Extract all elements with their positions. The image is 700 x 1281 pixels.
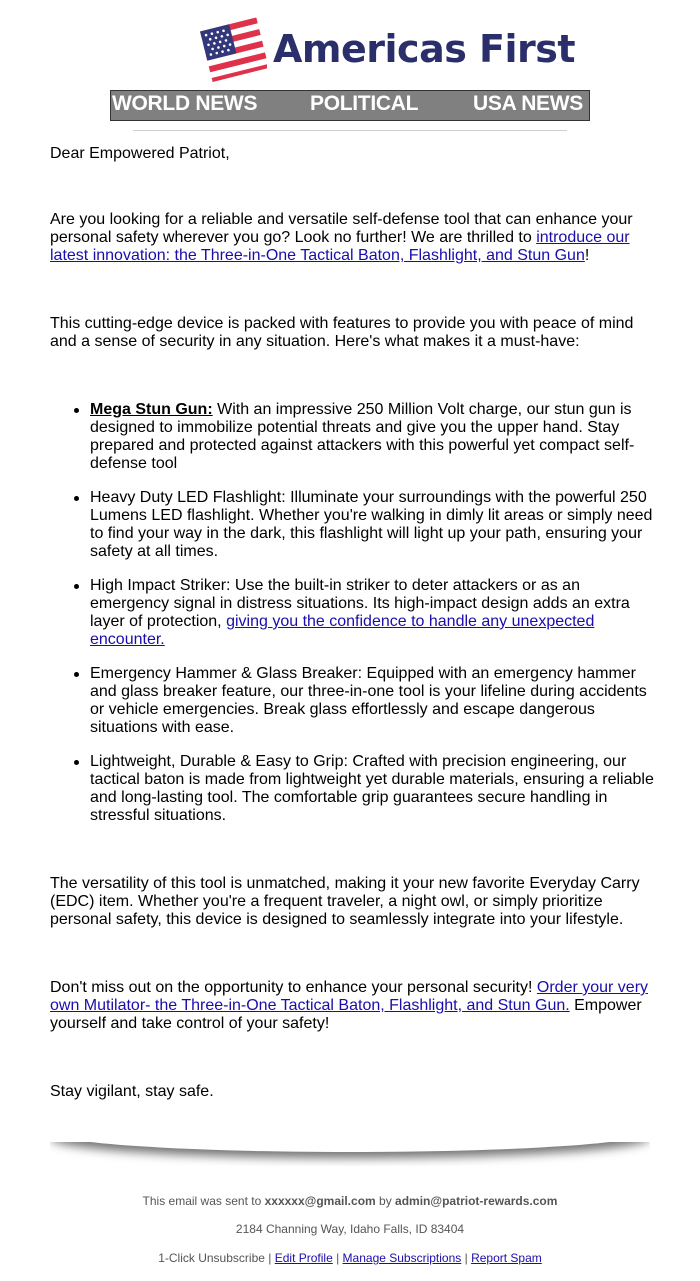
footer-by: by	[375, 1194, 396, 1208]
intro-product-link[interactable]: introduce our latest innovation: the Three-in-One Tactical Baton, Flashlight, and Stun Gun	[50, 229, 630, 264]
cta-paragraph	[50, 979, 655, 1033]
order-link[interactable]: Order your very own Mutilator- the Three-in-One Tactical Baton, Flashlight, and Stun Gun.	[50, 979, 649, 1014]
nav-world-news[interactable]: WORLD NEWS	[112, 92, 258, 115]
feature-item-flashlight	[90, 489, 655, 561]
footer-sent-prefix: This email was sent to	[142, 1194, 265, 1208]
intro-text: Are you looking for a reliable and versatile self-defense tool that can enhance your personal safety wherever you go? Look no further! We are thrilled to	[50, 211, 633, 246]
versatility-paragraph: The versatility of this tool is unmatched, making it your new favorite Everyday Carry (EDC) item. Whether you're a frequent traveler, a night owl, or simply prioritize personal safety, this device is designed to seamlessly integrate into your lifestyle.	[50, 875, 640, 928]
feature-title: Mega Stun Gun:	[90, 401, 213, 418]
cta-end: Empower yourself and take control of your safety!	[50, 997, 642, 1032]
greeting: Dear Empowered Patriot,	[50, 145, 230, 162]
feature-item-striker	[90, 577, 655, 649]
brand-name: Americas First	[273, 27, 576, 71]
feature-text: With an impressive 250 Million Volt charge, our stun gun is designed to immobilize potential threats and give you the upper hand. Stay prepared and protected against attackers with this powerful yet compact self-defense tool	[90, 401, 635, 472]
footer-separator: |	[461, 1251, 472, 1265]
feature-text: High Impact Striker: Use the built-in striker to deter attackers or as an emergency signal in distress situations. Its high-impact design adds an extra layer of protection,	[90, 577, 630, 630]
cta-text: Don't miss out on the opportunity to enhance your personal security!	[50, 979, 537, 996]
unsubscribe-link[interactable]: 1-Click Unsubscribe	[158, 1251, 265, 1265]
footer-recipient: xxxxxx@gmail.com	[264, 1194, 376, 1208]
brand-logo[interactable]	[199, 14, 576, 82]
edit-profile-link[interactable]: Edit Profile	[274, 1251, 333, 1265]
feature-text: Lightweight, Durable & Easy to Grip: Crafted with precision engineering, our tactical baton is made from lightweight yet durable materials, ensuring a reliable and long-lasting tool. The comfortable grip guarantees secure handling in stressful situations.	[90, 753, 654, 824]
footer-sender: admin@patriot-rewards.com	[395, 1194, 558, 1208]
nav-usa-news[interactable]: USA NEWS	[473, 92, 583, 115]
manage-subscriptions-link[interactable]: Manage Subscriptions	[342, 1251, 462, 1265]
footer-separator: |	[264, 1251, 275, 1265]
feature-text: Heavy Duty LED Flashlight: Illuminate your surroundings with the powerful 250 Lumens LED flashlight. Whether you're walking in dimly lit areas or simply need to find your way in the dark, this flashlight will light up your path, ensuring your safety at all times.	[90, 489, 653, 560]
signoff: Stay vigilant, stay safe.	[50, 1083, 214, 1100]
feature-item-stun-gun	[90, 401, 655, 473]
feature-item-hammer	[90, 665, 655, 737]
intro-end: !	[584, 247, 590, 264]
american-flag-icon	[199, 14, 267, 82]
footer-separator: |	[332, 1251, 343, 1265]
news-navbar	[110, 90, 590, 121]
feature-text: Emergency Hammer & Glass Breaker: Equipped with an emergency hammer and glass breaker feature, our three-in-one tool is your lifeline during accidents or vehicle emergencies. Break glass effortlessly and escape dangerous situations with ease.	[90, 665, 647, 736]
intro-paragraph	[50, 211, 655, 265]
footer-address: 2184 Channing Way, Idaho Falls, ID 83404	[235, 1222, 465, 1236]
feature-item-lightweight	[90, 753, 655, 825]
footer-sent-line	[0, 1194, 700, 1208]
footer-links	[0, 1251, 700, 1265]
header-divider	[133, 130, 567, 131]
features-intro: This cutting-edge device is packed with features to provide you with peace of mind and a sense of security in any situation. Here's what makes it a must-have:	[50, 315, 634, 350]
report-spam-link[interactable]: Report Spam	[471, 1251, 542, 1265]
footer-shadow-divider	[50, 1142, 650, 1166]
confidence-link[interactable]: giving you the confidence to handle any unexpected encounter.	[90, 613, 595, 648]
nav-political[interactable]: POLITICAL	[310, 92, 419, 115]
